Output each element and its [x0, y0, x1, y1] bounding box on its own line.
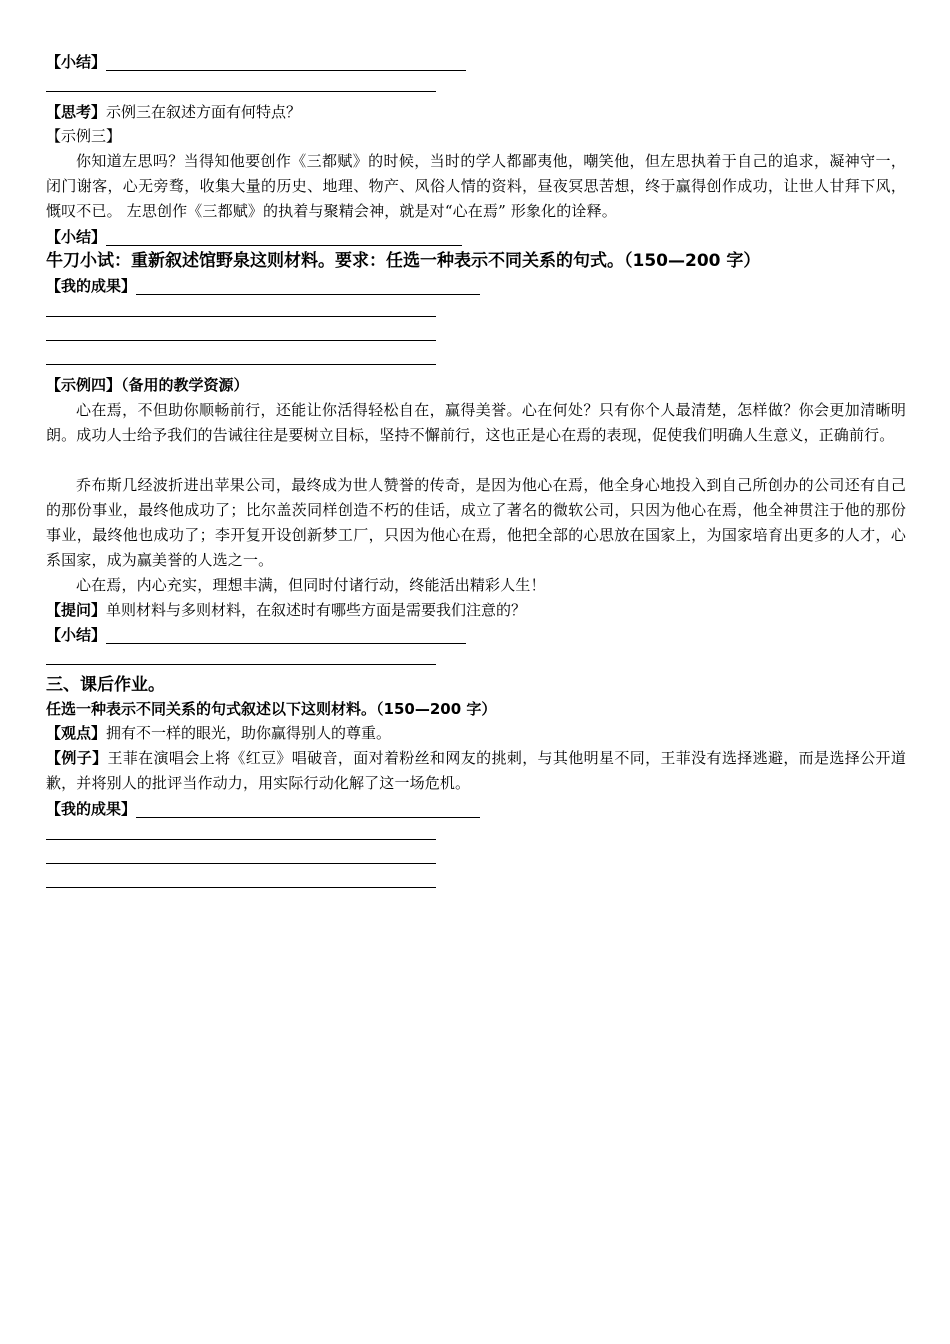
answer-line[interactable] [46, 91, 436, 92]
think-text: 示例三在叙述方面有何特点？ [106, 103, 302, 121]
viewpoint-row [46, 721, 391, 745]
example-item-text: 王菲在演唱会上将《红豆》唱破音，面对着粉丝和网友的挑刺，与其他明星不同，王菲没有选择逃避，而是选择公开道歉，并将别人的批评当作动力，用实际行动化解了这一场危机。 [46, 749, 906, 792]
example4-heading [46, 373, 249, 397]
my-result-blank[interactable] [136, 799, 480, 818]
answer-line[interactable] [46, 839, 436, 840]
example-item-label: 【例子】 [46, 749, 108, 767]
viewpoint-label: 【观点】 [46, 724, 107, 742]
summary-label: 【小结】 [46, 53, 107, 71]
summary-blank[interactable] [106, 625, 466, 644]
question-label: 【提问】 [46, 601, 107, 619]
answer-line[interactable] [46, 664, 436, 665]
summary-blank[interactable] [106, 52, 466, 71]
answer-line[interactable] [46, 364, 436, 365]
example4-paragraph-2: 乔布斯几经波折进出苹果公司，最终成为世人赞誉的传奇，是因为他心在焉，他全身心地投入到自己所创办的公司还有自己的那份事业，最终他成功了；比尔盖茨同样创造不朽的佳话，成立了著名的微软公司，只因为他心在焉，他全神贯注于他的那份事业，最终他也成功了；李开复开设创新梦工厂，只因为他心在焉，他把全部的心思放在国家上，为国家培育出更多的人才，心系国家，成为赢美誉的人选之一。 [46, 476, 906, 569]
example3-text: 你知道左思吗？当得知他要创作《三都赋》的时候，当时的学人都鄙夷他，嘲笑他，但左思执着于自己的追求，凝神守一，闭门谢客，心无旁骛，收集大量的历史、地理、物产、风俗人情的资料，昼夜冥思苦想，终于赢得创作成功，让世人甘拜下风，慨叹不已。 左思创作《三都赋》的执着与聚精会神，就是对“心在焉” 形象化的诠释。 [46, 152, 906, 220]
answer-line[interactable] [46, 887, 436, 888]
my-result-label: 【我的成果】 [46, 800, 137, 818]
summary-blank[interactable] [106, 227, 462, 246]
my-result-label: 【我的成果】 [46, 277, 137, 295]
my-result-blank[interactable] [136, 276, 480, 295]
my-result-row-1 [46, 274, 480, 298]
answer-line[interactable] [46, 863, 436, 864]
example4-paragraph-1: 心在焉，不但助你顺畅前行，还能让你活得轻松自在，赢得美誉。心在何处？只有你个人最清楚，怎样做？你会更加清晰明朗。成功人士给予我们的告诫往往是要树立目标，坚持不懈前行，这也正是心在焉的表现，促使我们明确人生意义，正确前行。 [46, 401, 906, 444]
summary-label: 【小结】 [46, 228, 107, 246]
example4-paragraph-3: 心在焉，内心充实，理想丰满，但同时付诸行动，终能活出精彩人生！ [76, 576, 546, 594]
practice-title: 牛刀小试：重新叙述馆野泉这则材料。要求：任选一种表示不同关系的句式。（150—200 字） [46, 251, 761, 271]
example3-label: 【示例三】 [46, 127, 122, 145]
answer-line[interactable] [46, 340, 436, 341]
answer-line[interactable] [46, 316, 436, 317]
summary-row-2 [46, 225, 462, 249]
question-row [46, 598, 526, 622]
viewpoint-text: 拥有不一样的眼光，助你赢得别人的尊重。 [106, 724, 392, 742]
example4-note: （备用的教学资源） [121, 376, 249, 394]
summary-row-3 [46, 623, 466, 647]
think-label: 【思考】 [46, 103, 107, 121]
my-result-row-2 [46, 797, 480, 821]
example-item [46, 746, 906, 796]
question-text: 单则材料与多则材料，在叙述时有哪些方面是需要我们注意的？ [106, 601, 527, 619]
summary-row-1 [46, 50, 466, 74]
summary-label: 【小结】 [46, 626, 107, 644]
section3-title: 三、课后作业。 [46, 675, 165, 695]
homework-title: 任选一种表示不同关系的句式叙述以下这则材料。（150—200 字） [46, 700, 497, 718]
think-row [46, 100, 301, 124]
example4-label: 【示例四】 [46, 376, 122, 394]
